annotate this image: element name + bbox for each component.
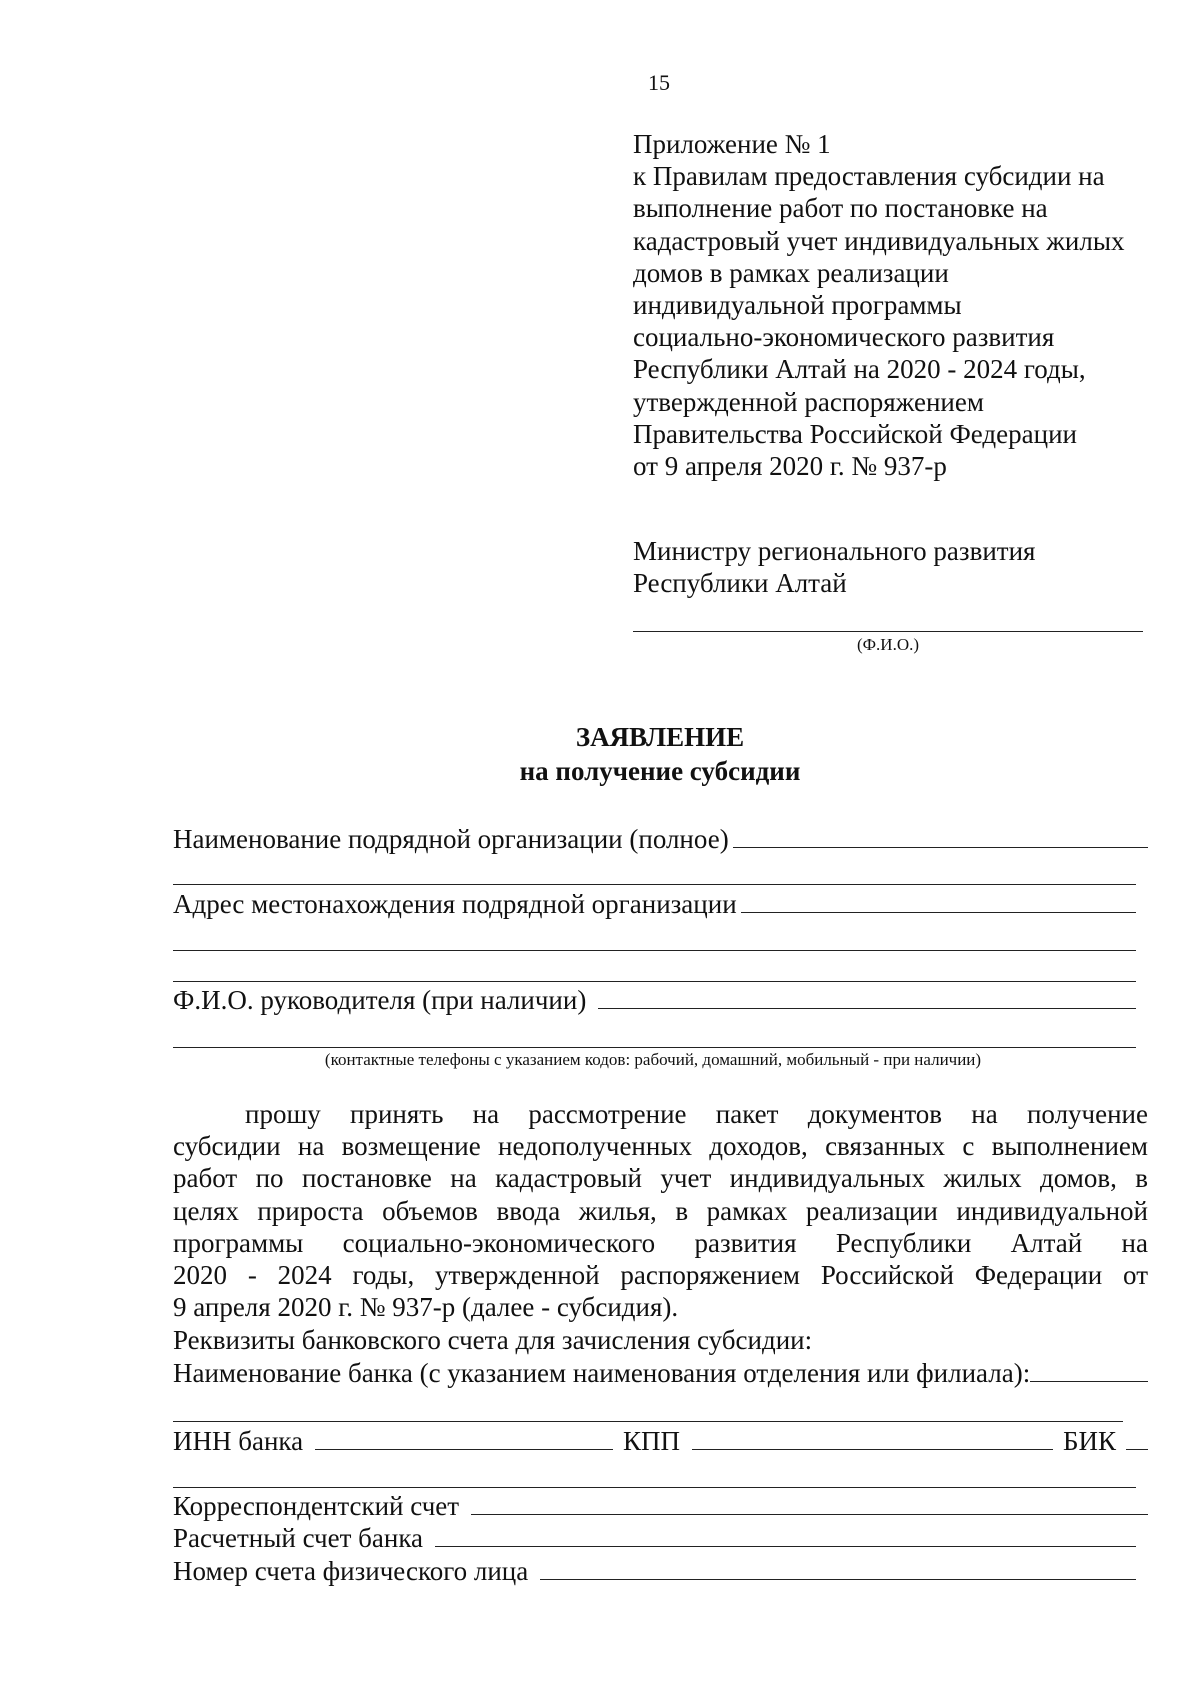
fio-hint: (Ф.И.О.) xyxy=(856,635,920,654)
appendix-line: Республики Алтай на 2020 - 2024 годы, xyxy=(633,354,1086,385)
org-address-field[interactable] xyxy=(741,890,1136,913)
bik-field[interactable] xyxy=(1126,1427,1148,1450)
appendix-line: домов в рамках реализации xyxy=(633,257,949,288)
paragraph-line: целях прироста объемов ввода жилья, в рамках реализации индивидуальной xyxy=(173,1195,1148,1226)
bank-name-label: Наименование банка (с указанием наименования отделения или филиала): xyxy=(173,1358,1031,1388)
addressee-line: Республики Алтай xyxy=(633,568,847,598)
bank-name-field-continuation[interactable] xyxy=(173,1421,1123,1422)
settlement-account-label: Расчетный счет банка xyxy=(173,1523,424,1553)
appendix-line: утвержденной распоряжением xyxy=(633,386,984,417)
paragraph-line: работ по постановке на кадастровый учет индивидуальных жилых домов, в xyxy=(173,1163,1148,1194)
document-subtitle: на получение субсидии xyxy=(519,756,801,786)
org-address-field-continuation[interactable] xyxy=(173,950,1136,951)
appendix-line: индивидуальной программы xyxy=(633,290,962,321)
bank-codes-row xyxy=(173,1425,1148,1457)
addressee-line: Министру регионального развития xyxy=(633,536,1036,566)
bank-details-heading: Реквизиты банковского счета для зачисления субсидии: xyxy=(173,1325,813,1355)
paragraph-line: 9 апреля 2020 г. № 937-р (далее - субсидия). xyxy=(173,1292,679,1323)
paragraph-line: 2020 - 2024 годы, утвержденной распоряжением Российской Федерации от xyxy=(173,1260,1148,1291)
appendix-line: кадастровый учет индивидуальных жилых xyxy=(633,225,1125,256)
inn-group xyxy=(173,1425,623,1457)
kpp-label: КПП xyxy=(623,1426,681,1456)
appendix-line: Правительства Российской Федерации xyxy=(633,418,1077,449)
appendix-line: Приложение № 1 xyxy=(633,129,831,159)
request-paragraph xyxy=(173,1098,1148,1323)
addressee-block xyxy=(633,535,1035,599)
document-title: ЗАЯВЛЕНИЕ xyxy=(575,722,745,752)
org-address-row xyxy=(173,888,1136,920)
paragraph-line: прошу принять на рассмотрение пакет документов на получение xyxy=(245,1099,1148,1129)
inn-field[interactable] xyxy=(315,1427,613,1450)
org-name-label: Наименование подрядной организации (полное) xyxy=(173,824,729,854)
paragraph-line: субсидии на возмещение недополученных доходов, связанных с выполнением xyxy=(173,1131,1148,1162)
org-name-field[interactable] xyxy=(733,825,1148,848)
kpp-field[interactable] xyxy=(692,1427,1053,1450)
settlement-account-field[interactable] xyxy=(435,1524,1136,1547)
appendix-line: к Правилам предоставления субсидии на xyxy=(633,161,1105,192)
bank-codes-field-continuation[interactable] xyxy=(173,1487,1136,1488)
org-address-field-continuation[interactable] xyxy=(173,981,1136,982)
appendix-line: социально-экономического развития xyxy=(633,322,1055,353)
person-account-field[interactable] xyxy=(540,1557,1136,1580)
kpp-group xyxy=(623,1425,1063,1457)
head-fio-label: Ф.И.О. руководителя (при наличии) xyxy=(173,985,587,1015)
appendix-line: от 9 апреля 2020 г. № 937-р xyxy=(633,451,947,482)
org-name-row xyxy=(173,823,1148,855)
bik-group xyxy=(1063,1425,1148,1457)
corr-account-label: Корреспондентский счет xyxy=(173,1491,460,1521)
phones-field[interactable] xyxy=(173,1047,1136,1048)
inn-label: ИНН банка xyxy=(173,1426,304,1456)
person-account-row xyxy=(173,1555,1136,1587)
org-name-field-continuation[interactable] xyxy=(173,884,1136,885)
appendix-line: выполнение работ по постановке на xyxy=(633,193,1048,224)
page-number: 15 xyxy=(648,70,670,95)
bank-name-field[interactable] xyxy=(1030,1359,1148,1382)
org-address-label: Адрес местонахождения подрядной организации xyxy=(173,889,737,919)
addressee-fio-field[interactable] xyxy=(633,631,1143,632)
head-fio-row xyxy=(173,984,1136,1016)
person-account-label: Номер счета физического лица xyxy=(173,1556,529,1586)
head-fio-field[interactable] xyxy=(598,986,1136,1009)
settlement-account-row xyxy=(173,1522,1136,1554)
appendix-header xyxy=(633,128,1193,482)
phones-hint: (контактные телефоны с указанием кодов: рабочий, домашний, мобильный - при наличии) xyxy=(324,1050,982,1069)
corr-account-field[interactable] xyxy=(471,1492,1148,1515)
bank-name-row xyxy=(173,1357,1148,1389)
corr-account-row xyxy=(173,1490,1148,1522)
paragraph-line: программы социально-экономического развития Республики Алтай на xyxy=(173,1227,1148,1258)
bik-label: БИК xyxy=(1063,1426,1117,1456)
